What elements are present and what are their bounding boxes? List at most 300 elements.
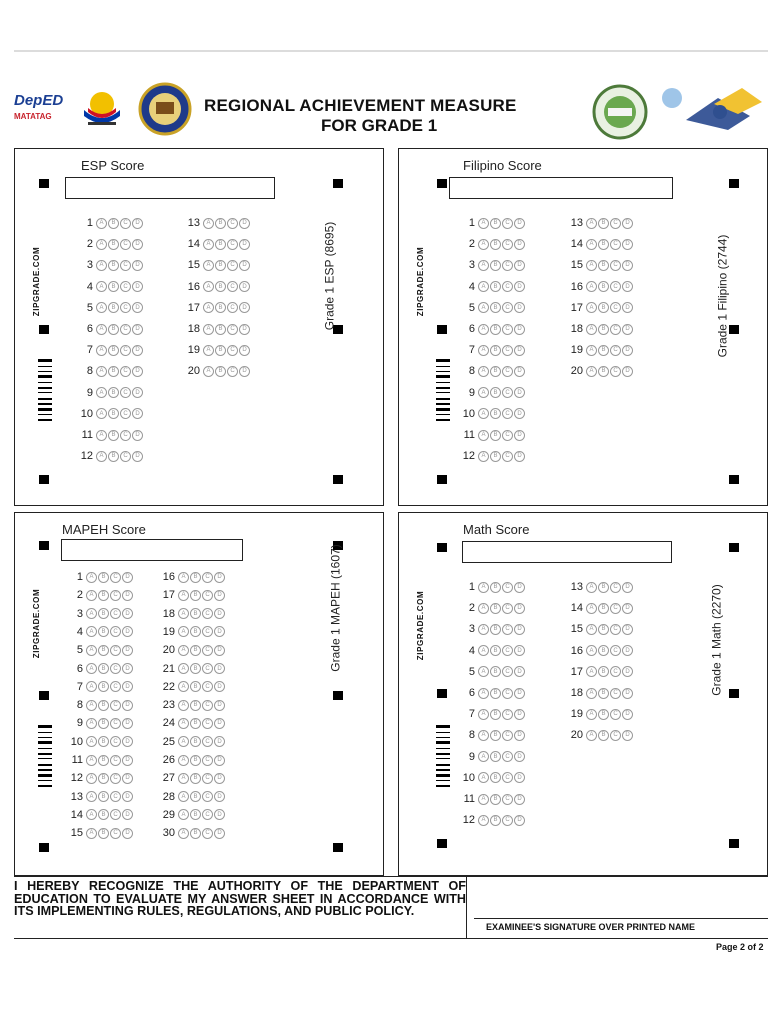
answer-bubble[interactable]: D <box>122 608 133 619</box>
answer-bubble[interactable]: A <box>478 387 489 398</box>
answer-bubble[interactable]: D <box>514 709 525 720</box>
answer-bubble[interactable]: C <box>110 755 121 766</box>
answer-bubble[interactable]: D <box>122 626 133 637</box>
answer-bubble[interactable]: D <box>214 718 225 729</box>
answer-bubble[interactable]: A <box>478 624 489 635</box>
answer-bubble[interactable]: C <box>120 302 131 313</box>
answer-bubble[interactable]: A <box>203 324 214 335</box>
answer-bubble[interactable]: A <box>586 345 597 356</box>
answer-bubble[interactable]: C <box>120 324 131 335</box>
answer-bubble[interactable]: B <box>108 260 119 271</box>
answer-bubble[interactable]: D <box>214 755 225 766</box>
answer-bubble[interactable]: A <box>203 239 214 250</box>
answer-bubble[interactable]: D <box>132 408 143 419</box>
answer-bubble[interactable]: A <box>96 260 107 271</box>
answer-bubble[interactable]: A <box>96 366 107 377</box>
answer-bubble[interactable]: B <box>490 582 501 593</box>
answer-bubble[interactable]: D <box>214 700 225 711</box>
answer-bubble[interactable]: B <box>108 387 119 398</box>
answer-bubble[interactable]: B <box>215 324 226 335</box>
answer-bubble[interactable]: A <box>86 773 97 784</box>
answer-bubble[interactable]: B <box>190 645 201 656</box>
answer-bubble[interactable]: D <box>514 260 525 271</box>
answer-bubble[interactable]: D <box>622 666 633 677</box>
answer-bubble[interactable]: B <box>215 281 226 292</box>
answer-bubble[interactable]: C <box>202 663 213 674</box>
answer-bubble[interactable]: D <box>622 345 633 356</box>
answer-bubble[interactable]: C <box>502 239 513 250</box>
answer-bubble[interactable]: D <box>514 688 525 699</box>
answer-bubble[interactable]: A <box>178 663 189 674</box>
answer-bubble[interactable]: C <box>502 430 513 441</box>
answer-bubble[interactable]: C <box>502 772 513 783</box>
answer-bubble[interactable]: A <box>178 791 189 802</box>
answer-bubble[interactable]: C <box>202 809 213 820</box>
answer-bubble[interactable]: B <box>598 281 609 292</box>
answer-bubble[interactable]: A <box>178 828 189 839</box>
answer-bubble[interactable]: D <box>122 681 133 692</box>
score-input-box[interactable] <box>61 539 243 561</box>
answer-bubble[interactable]: B <box>490 624 501 635</box>
answer-bubble[interactable]: B <box>190 809 201 820</box>
answer-bubble[interactable]: B <box>490 408 501 419</box>
answer-bubble[interactable]: A <box>203 218 214 229</box>
answer-bubble[interactable]: D <box>132 324 143 335</box>
answer-bubble[interactable]: A <box>96 387 107 398</box>
answer-bubble[interactable]: A <box>86 809 97 820</box>
answer-bubble[interactable]: D <box>122 736 133 747</box>
answer-bubble[interactable]: A <box>96 218 107 229</box>
answer-bubble[interactable]: D <box>214 663 225 674</box>
answer-bubble[interactable]: B <box>490 387 501 398</box>
answer-bubble[interactable]: B <box>598 582 609 593</box>
answer-bubble[interactable]: D <box>122 645 133 656</box>
answer-bubble[interactable]: A <box>86 681 97 692</box>
answer-bubble[interactable]: C <box>502 345 513 356</box>
answer-bubble[interactable]: A <box>96 302 107 313</box>
answer-bubble[interactable]: C <box>120 451 131 462</box>
answer-bubble[interactable]: D <box>514 730 525 741</box>
answer-bubble[interactable]: B <box>98 626 109 637</box>
answer-bubble[interactable]: C <box>202 700 213 711</box>
answer-bubble[interactable]: D <box>214 608 225 619</box>
answer-bubble[interactable]: D <box>132 239 143 250</box>
answer-bubble[interactable]: D <box>214 736 225 747</box>
answer-bubble[interactable]: D <box>132 430 143 441</box>
answer-bubble[interactable]: D <box>622 645 633 656</box>
answer-bubble[interactable]: B <box>598 645 609 656</box>
answer-bubble[interactable]: A <box>586 582 597 593</box>
answer-bubble[interactable]: D <box>122 700 133 711</box>
signature-line[interactable] <box>474 918 768 919</box>
answer-bubble[interactable]: D <box>514 645 525 656</box>
answer-bubble[interactable]: C <box>502 408 513 419</box>
answer-bubble[interactable]: C <box>120 387 131 398</box>
answer-bubble[interactable]: A <box>586 666 597 677</box>
answer-bubble[interactable]: A <box>478 451 489 462</box>
answer-bubble[interactable]: C <box>610 645 621 656</box>
answer-bubble[interactable]: A <box>86 736 97 747</box>
answer-bubble[interactable]: C <box>502 645 513 656</box>
answer-bubble[interactable]: C <box>120 260 131 271</box>
answer-bubble[interactable]: A <box>178 572 189 583</box>
answer-bubble[interactable]: A <box>86 755 97 766</box>
answer-bubble[interactable]: D <box>122 590 133 601</box>
answer-bubble[interactable]: C <box>502 794 513 805</box>
answer-bubble[interactable]: D <box>514 451 525 462</box>
answer-bubble[interactable]: A <box>86 590 97 601</box>
answer-bubble[interactable]: A <box>478 324 489 335</box>
answer-bubble[interactable]: C <box>502 666 513 677</box>
answer-bubble[interactable]: A <box>96 345 107 356</box>
answer-bubble[interactable]: B <box>98 755 109 766</box>
answer-bubble[interactable]: B <box>598 302 609 313</box>
answer-bubble[interactable]: D <box>214 809 225 820</box>
answer-bubble[interactable]: D <box>132 302 143 313</box>
answer-bubble[interactable]: C <box>502 260 513 271</box>
answer-bubble[interactable]: D <box>622 302 633 313</box>
answer-bubble[interactable]: C <box>502 281 513 292</box>
answer-bubble[interactable]: C <box>202 572 213 583</box>
answer-bubble[interactable]: D <box>122 809 133 820</box>
answer-bubble[interactable]: D <box>122 791 133 802</box>
answer-bubble[interactable]: D <box>622 709 633 720</box>
answer-bubble[interactable]: A <box>478 408 489 419</box>
answer-bubble[interactable]: A <box>478 709 489 720</box>
answer-bubble[interactable]: B <box>490 281 501 292</box>
answer-bubble[interactable]: D <box>514 218 525 229</box>
answer-bubble[interactable]: B <box>598 345 609 356</box>
answer-bubble[interactable]: B <box>98 608 109 619</box>
answer-bubble[interactable]: A <box>178 645 189 656</box>
answer-bubble[interactable]: A <box>178 755 189 766</box>
answer-bubble[interactable]: C <box>227 260 238 271</box>
answer-bubble[interactable]: A <box>478 366 489 377</box>
answer-bubble[interactable]: A <box>478 815 489 826</box>
answer-bubble[interactable]: B <box>108 302 119 313</box>
answer-bubble[interactable]: C <box>202 681 213 692</box>
answer-bubble[interactable]: C <box>502 815 513 826</box>
answer-bubble[interactable]: B <box>98 736 109 747</box>
answer-bubble[interactable]: B <box>108 324 119 335</box>
answer-bubble[interactable]: C <box>120 408 131 419</box>
answer-bubble[interactable]: D <box>239 324 250 335</box>
answer-bubble[interactable]: C <box>610 688 621 699</box>
answer-bubble[interactable]: C <box>610 324 621 335</box>
answer-bubble[interactable]: D <box>122 773 133 784</box>
answer-bubble[interactable]: B <box>98 700 109 711</box>
answer-bubble[interactable]: D <box>239 302 250 313</box>
answer-bubble[interactable]: B <box>598 239 609 250</box>
answer-bubble[interactable]: C <box>110 645 121 656</box>
answer-bubble[interactable]: C <box>110 590 121 601</box>
answer-bubble[interactable]: B <box>190 590 201 601</box>
answer-bubble[interactable]: D <box>514 794 525 805</box>
answer-bubble[interactable]: A <box>586 218 597 229</box>
answer-bubble[interactable]: D <box>514 751 525 762</box>
answer-bubble[interactable]: D <box>239 281 250 292</box>
answer-bubble[interactable]: C <box>110 572 121 583</box>
answer-bubble[interactable]: D <box>514 345 525 356</box>
answer-bubble[interactable]: C <box>502 603 513 614</box>
answer-bubble[interactable]: D <box>514 408 525 419</box>
answer-bubble[interactable]: A <box>203 281 214 292</box>
answer-bubble[interactable]: C <box>202 626 213 637</box>
answer-bubble[interactable]: C <box>120 218 131 229</box>
answer-bubble[interactable]: D <box>214 626 225 637</box>
answer-bubble[interactable]: A <box>478 345 489 356</box>
answer-bubble[interactable]: D <box>514 387 525 398</box>
answer-bubble[interactable]: B <box>190 755 201 766</box>
answer-bubble[interactable]: C <box>202 755 213 766</box>
answer-bubble[interactable]: A <box>478 730 489 741</box>
answer-bubble[interactable]: C <box>227 239 238 250</box>
answer-bubble[interactable]: B <box>98 645 109 656</box>
answer-bubble[interactable]: B <box>98 681 109 692</box>
answer-bubble[interactable]: D <box>514 582 525 593</box>
answer-bubble[interactable]: D <box>622 281 633 292</box>
answer-bubble[interactable]: D <box>132 366 143 377</box>
answer-bubble[interactable]: D <box>214 590 225 601</box>
answer-bubble[interactable]: C <box>502 688 513 699</box>
answer-bubble[interactable]: D <box>122 755 133 766</box>
answer-bubble[interactable]: A <box>478 218 489 229</box>
answer-bubble[interactable]: B <box>490 751 501 762</box>
answer-bubble[interactable]: A <box>86 791 97 802</box>
answer-bubble[interactable]: B <box>98 663 109 674</box>
answer-bubble[interactable]: A <box>178 608 189 619</box>
answer-bubble[interactable]: B <box>490 730 501 741</box>
answer-bubble[interactable]: A <box>478 794 489 805</box>
answer-bubble[interactable]: D <box>132 260 143 271</box>
answer-bubble[interactable]: C <box>502 387 513 398</box>
score-input-box[interactable] <box>65 177 275 199</box>
answer-bubble[interactable]: C <box>227 218 238 229</box>
answer-bubble[interactable]: C <box>120 239 131 250</box>
answer-bubble[interactable]: C <box>502 730 513 741</box>
answer-bubble[interactable]: C <box>202 828 213 839</box>
answer-bubble[interactable]: C <box>120 430 131 441</box>
answer-bubble[interactable]: C <box>227 281 238 292</box>
answer-bubble[interactable]: A <box>586 730 597 741</box>
answer-bubble[interactable]: C <box>227 302 238 313</box>
answer-bubble[interactable]: B <box>598 218 609 229</box>
answer-bubble[interactable]: C <box>120 281 131 292</box>
answer-bubble[interactable]: B <box>490 260 501 271</box>
answer-bubble[interactable]: D <box>622 260 633 271</box>
answer-bubble[interactable]: B <box>98 773 109 784</box>
answer-bubble[interactable]: D <box>132 218 143 229</box>
answer-bubble[interactable]: C <box>610 260 621 271</box>
answer-bubble[interactable]: B <box>98 809 109 820</box>
answer-bubble[interactable]: A <box>478 582 489 593</box>
answer-bubble[interactable]: B <box>490 430 501 441</box>
answer-bubble[interactable]: A <box>586 260 597 271</box>
answer-bubble[interactable]: C <box>610 218 621 229</box>
answer-bubble[interactable]: A <box>478 603 489 614</box>
answer-bubble[interactable]: D <box>514 281 525 292</box>
answer-bubble[interactable]: A <box>586 709 597 720</box>
answer-bubble[interactable]: B <box>490 302 501 313</box>
answer-bubble[interactable]: B <box>190 736 201 747</box>
answer-bubble[interactable]: A <box>86 718 97 729</box>
answer-bubble[interactable]: C <box>610 582 621 593</box>
answer-bubble[interactable]: B <box>490 772 501 783</box>
answer-bubble[interactable]: C <box>502 302 513 313</box>
answer-bubble[interactable]: B <box>190 828 201 839</box>
answer-bubble[interactable]: B <box>490 345 501 356</box>
answer-bubble[interactable]: C <box>502 709 513 720</box>
answer-bubble[interactable]: D <box>622 366 633 377</box>
answer-bubble[interactable]: A <box>478 688 489 699</box>
answer-bubble[interactable]: A <box>178 773 189 784</box>
answer-bubble[interactable]: B <box>108 366 119 377</box>
answer-bubble[interactable]: B <box>490 709 501 720</box>
answer-bubble[interactable]: D <box>622 624 633 635</box>
answer-bubble[interactable]: A <box>586 281 597 292</box>
answer-bubble[interactable]: C <box>110 736 121 747</box>
answer-bubble[interactable]: B <box>490 366 501 377</box>
answer-bubble[interactable]: C <box>610 603 621 614</box>
answer-bubble[interactable]: C <box>110 791 121 802</box>
answer-bubble[interactable]: C <box>202 718 213 729</box>
answer-bubble[interactable]: B <box>98 572 109 583</box>
answer-bubble[interactable]: C <box>110 626 121 637</box>
answer-bubble[interactable]: B <box>490 666 501 677</box>
answer-bubble[interactable]: A <box>586 302 597 313</box>
answer-bubble[interactable]: A <box>178 736 189 747</box>
answer-bubble[interactable]: C <box>502 582 513 593</box>
answer-bubble[interactable]: B <box>108 430 119 441</box>
answer-bubble[interactable]: A <box>203 366 214 377</box>
answer-bubble[interactable]: C <box>110 718 121 729</box>
answer-bubble[interactable]: A <box>96 281 107 292</box>
answer-bubble[interactable]: B <box>190 572 201 583</box>
answer-bubble[interactable]: A <box>203 302 214 313</box>
answer-bubble[interactable]: D <box>214 681 225 692</box>
answer-bubble[interactable]: B <box>490 239 501 250</box>
answer-bubble[interactable]: B <box>598 666 609 677</box>
answer-bubble[interactable]: A <box>586 366 597 377</box>
answer-bubble[interactable]: D <box>622 603 633 614</box>
answer-bubble[interactable]: B <box>598 603 609 614</box>
answer-bubble[interactable]: B <box>190 663 201 674</box>
answer-bubble[interactable]: C <box>202 645 213 656</box>
answer-bubble[interactable]: B <box>190 773 201 784</box>
answer-bubble[interactable]: A <box>478 666 489 677</box>
answer-bubble[interactable]: D <box>122 663 133 674</box>
answer-bubble[interactable]: B <box>190 718 201 729</box>
score-input-box[interactable] <box>462 541 672 563</box>
answer-bubble[interactable]: C <box>502 624 513 635</box>
answer-bubble[interactable]: D <box>514 324 525 335</box>
answer-bubble[interactable]: C <box>120 345 131 356</box>
answer-bubble[interactable]: A <box>178 590 189 601</box>
answer-bubble[interactable]: A <box>478 281 489 292</box>
answer-bubble[interactable]: A <box>178 626 189 637</box>
answer-bubble[interactable]: A <box>478 430 489 441</box>
answer-bubble[interactable]: A <box>178 700 189 711</box>
answer-bubble[interactable]: B <box>215 218 226 229</box>
answer-bubble[interactable]: D <box>239 366 250 377</box>
answer-bubble[interactable]: D <box>514 603 525 614</box>
answer-bubble[interactable]: D <box>214 773 225 784</box>
answer-bubble[interactable]: B <box>215 366 226 377</box>
answer-bubble[interactable]: A <box>178 718 189 729</box>
answer-bubble[interactable]: A <box>86 608 97 619</box>
answer-bubble[interactable]: D <box>239 218 250 229</box>
answer-bubble[interactable]: D <box>239 260 250 271</box>
answer-bubble[interactable]: C <box>110 663 121 674</box>
answer-bubble[interactable]: B <box>98 791 109 802</box>
answer-bubble[interactable]: D <box>514 366 525 377</box>
answer-bubble[interactable]: D <box>214 645 225 656</box>
answer-bubble[interactable]: B <box>190 791 201 802</box>
answer-bubble[interactable]: B <box>215 260 226 271</box>
answer-bubble[interactable]: A <box>96 324 107 335</box>
answer-bubble[interactable]: B <box>190 681 201 692</box>
answer-bubble[interactable]: D <box>514 815 525 826</box>
answer-bubble[interactable]: A <box>96 430 107 441</box>
answer-bubble[interactable]: A <box>586 324 597 335</box>
answer-bubble[interactable]: C <box>110 828 121 839</box>
answer-bubble[interactable]: B <box>598 324 609 335</box>
answer-bubble[interactable]: A <box>586 239 597 250</box>
answer-bubble[interactable]: C <box>110 809 121 820</box>
answer-bubble[interactable]: D <box>214 791 225 802</box>
answer-bubble[interactable]: C <box>610 239 621 250</box>
answer-bubble[interactable]: D <box>514 666 525 677</box>
answer-bubble[interactable]: B <box>108 281 119 292</box>
answer-bubble[interactable]: A <box>86 645 97 656</box>
answer-bubble[interactable]: D <box>514 430 525 441</box>
answer-bubble[interactable]: A <box>96 451 107 462</box>
answer-bubble[interactable]: B <box>215 239 226 250</box>
answer-bubble[interactable]: D <box>132 387 143 398</box>
answer-bubble[interactable]: C <box>110 773 121 784</box>
answer-bubble[interactable]: C <box>610 730 621 741</box>
answer-bubble[interactable]: A <box>86 828 97 839</box>
answer-bubble[interactable]: A <box>478 260 489 271</box>
answer-bubble[interactable]: B <box>598 624 609 635</box>
answer-bubble[interactable]: C <box>110 608 121 619</box>
answer-bubble[interactable]: B <box>190 700 201 711</box>
answer-bubble[interactable]: B <box>98 718 109 729</box>
answer-bubble[interactable]: C <box>502 451 513 462</box>
answer-bubble[interactable]: A <box>478 645 489 656</box>
answer-bubble[interactable]: B <box>490 688 501 699</box>
answer-bubble[interactable]: B <box>215 302 226 313</box>
answer-bubble[interactable]: C <box>610 366 621 377</box>
answer-bubble[interactable]: D <box>514 302 525 313</box>
answer-bubble[interactable]: C <box>502 324 513 335</box>
answer-bubble[interactable]: C <box>610 624 621 635</box>
answer-bubble[interactable]: B <box>490 794 501 805</box>
answer-bubble[interactable]: C <box>610 666 621 677</box>
answer-bubble[interactable]: D <box>132 451 143 462</box>
answer-bubble[interactable]: B <box>598 730 609 741</box>
answer-bubble[interactable]: B <box>190 608 201 619</box>
answer-bubble[interactable]: A <box>478 751 489 762</box>
answer-bubble[interactable]: C <box>110 681 121 692</box>
answer-bubble[interactable]: A <box>178 809 189 820</box>
answer-bubble[interactable]: B <box>215 345 226 356</box>
answer-bubble[interactable]: D <box>122 718 133 729</box>
answer-bubble[interactable]: B <box>108 345 119 356</box>
answer-bubble[interactable]: C <box>202 608 213 619</box>
answer-bubble[interactable]: D <box>622 688 633 699</box>
score-input-box[interactable] <box>449 177 673 199</box>
